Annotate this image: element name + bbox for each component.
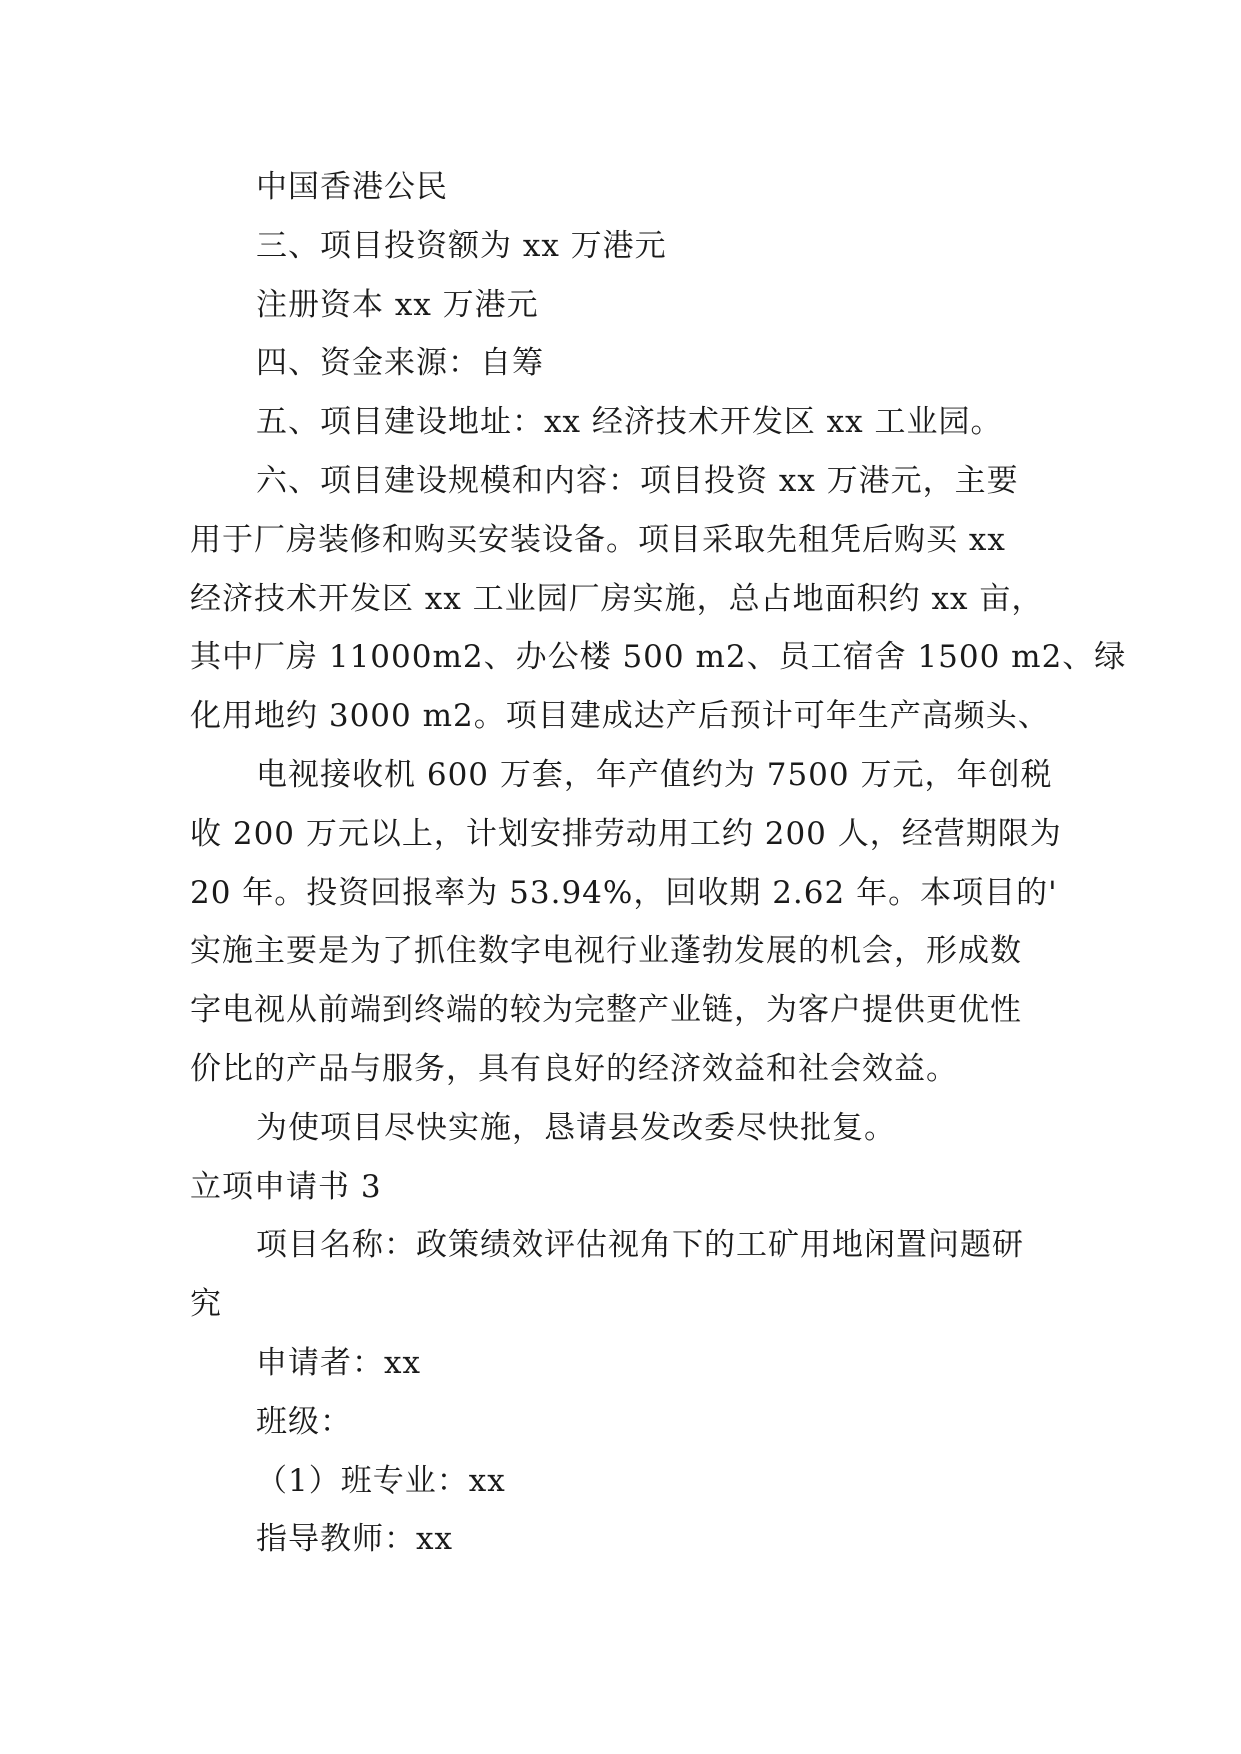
text-line: 为使项目尽快实施，恳请县发改委尽快批复。 [256, 1109, 896, 1146]
text-line: 经济技术开发区 xx 工业园厂房实施，总占地面积约 xx 亩， [190, 580, 1044, 617]
text-line: 价比的产品与服务，具有良好的经济效益和社会效益。 [190, 1050, 958, 1087]
text-line: 四、资金来源：自筹 [256, 345, 544, 382]
text-line: 实施主要是为了抓住数字电视行业蓬勃发展的机会，形成数 [190, 933, 1022, 970]
text-line: 项目名称：政策绩效评估视角下的工矿用地闲置问题研 [256, 1227, 1024, 1264]
text-line: 20 年。投资回报率为 53.94%，回收期 2.62 年。本项目的' [190, 874, 1058, 911]
text-line: 究 [190, 1286, 222, 1323]
document-page [190, 158, 1127, 1569]
text-line: 中国香港公民 [256, 169, 448, 205]
text-line: 用于厂房装修和购买安装设备。项目采取先租凭后购买 xx [190, 521, 1006, 558]
text-line: 申请者：xx [256, 1344, 421, 1381]
text-line: 电视接收机 600 万套，年产值约为 7500 万元，年创税 [256, 756, 1053, 793]
text-line: 其中厂房 11000m2、办公楼 500 m2、员工宿舍 1500 m2、绿 [190, 639, 1127, 676]
section-heading: 立项申请书 3 [190, 1168, 382, 1205]
text-line: 指导教师：xx [256, 1521, 453, 1558]
text-line: 五、项目建设地址：xx 经济技术开发区 xx 工业园。 [256, 404, 1003, 441]
text-line: 班级： [256, 1403, 352, 1440]
text-line: 注册资本 xx 万港元 [256, 286, 539, 323]
text-line: 三、项目投资额为 xx 万港元 [256, 227, 667, 264]
text-line: 收 200 万元以上，计划安排劳动用工约 200 人，经营期限为 [190, 815, 1062, 852]
text-line: （1）班专业：xx [256, 1462, 506, 1499]
text-line: 六、项目建设规模和内容：项目投资 xx 万港元，主要 [256, 462, 1019, 499]
text-line: 化用地约 3000 m2。项目建成达产后预计可年生产高频头、 [190, 698, 1050, 735]
text-line: 字电视从前端到终端的较为完整产业链，为客户提供更优性 [190, 992, 1022, 1029]
